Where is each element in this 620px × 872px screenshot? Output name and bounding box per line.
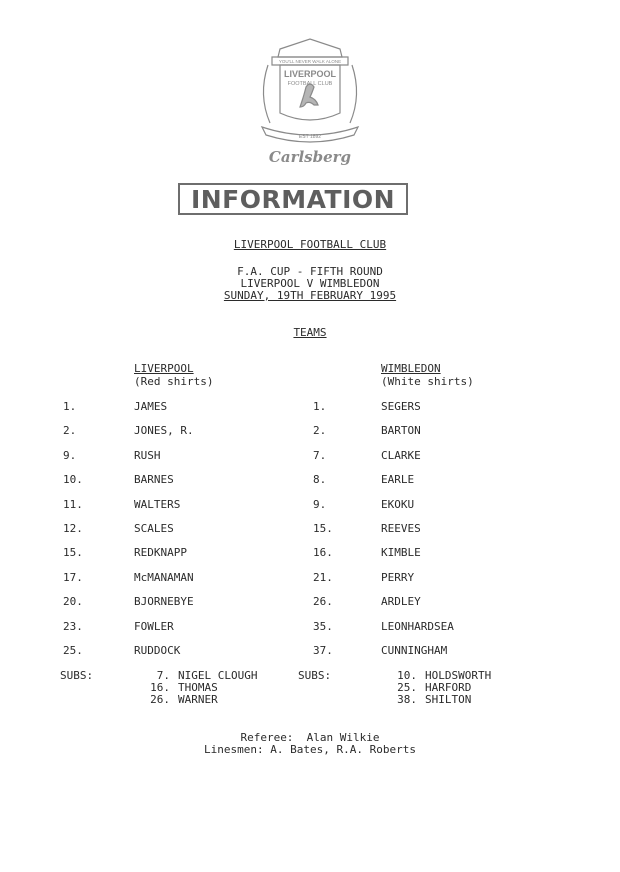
home-sub-name: NIGEL CLOUGH xyxy=(178,669,258,682)
away-player-name: BARTON xyxy=(381,424,421,438)
home-player-name: RUSH xyxy=(134,448,161,462)
away-player-number: 15. xyxy=(313,522,333,535)
lineup-row xyxy=(0,498,620,512)
club-heading: LIVERPOOL FOOTBALL CLUB xyxy=(233,238,387,251)
away-team-name: WIMBLEDON xyxy=(381,362,441,375)
away-player-number: 1. xyxy=(313,400,327,413)
crest-name-line-2: FOOTBALL CLUB xyxy=(287,81,333,87)
referee-line: Referee: Alan Wilkie xyxy=(240,731,380,744)
crest-banner-text: YOU'LL NEVER WALK ALONE xyxy=(278,59,342,64)
away-player-number: 9. xyxy=(313,497,327,511)
home-player-number: 15. xyxy=(63,546,83,560)
home-player-name: REDKNAPP xyxy=(134,546,187,560)
away-player-number: 37. xyxy=(313,644,333,657)
away-player-number: 2. xyxy=(313,424,327,438)
home-player-name: RUDDOCK xyxy=(134,644,181,657)
home-sub-name: WARNER xyxy=(178,693,218,706)
away-player-number: 35. xyxy=(313,619,333,633)
teams-heading: TEAMS xyxy=(293,326,327,339)
home-sub-number: 16. xyxy=(150,681,170,694)
liverpool-crest-logo xyxy=(250,35,370,150)
linesmen-line: Linesmen: A. Bates, R.A. Roberts xyxy=(204,743,416,756)
home-sub-number: 7. xyxy=(156,669,170,682)
away-sub-name: HARFORD xyxy=(425,681,472,694)
home-player-number: 11. xyxy=(63,497,83,511)
away-player-name: SEGERS xyxy=(381,400,421,413)
away-player-name: EKOKU xyxy=(381,497,415,511)
away-player-name: REEVES xyxy=(381,522,421,535)
home-player-number: 12. xyxy=(63,522,83,535)
away-sub-number: 10. xyxy=(397,669,417,682)
lineup-row xyxy=(0,449,620,463)
away-sub-name: HOLDSWORTH xyxy=(425,669,492,682)
lineup-row xyxy=(0,595,620,609)
away-player-name: EARLE xyxy=(381,473,415,487)
away-player-number: 16. xyxy=(313,546,333,560)
away-sub-name: SHILTON xyxy=(425,693,472,706)
away-subs-label: SUBS: xyxy=(298,669,332,682)
information-title: INFORMATION xyxy=(190,184,396,214)
home-sub-name: THOMAS xyxy=(178,681,218,694)
lineup-row xyxy=(0,424,620,438)
away-sub-number: 25. xyxy=(397,681,417,694)
lineup-row xyxy=(0,546,620,560)
away-player-name: KIMBLE xyxy=(381,546,421,560)
home-team-name: LIVERPOOL xyxy=(134,362,194,375)
home-player-name: JAMES xyxy=(134,400,168,413)
away-shirt-colour: (White shirts) xyxy=(381,375,474,388)
date-heading: SUNDAY, 19TH FEBRUARY 1995 xyxy=(223,289,397,302)
home-player-number: 20. xyxy=(63,595,83,609)
away-player-number: 26. xyxy=(313,595,333,609)
home-player-number: 10. xyxy=(63,473,83,487)
home-player-name: BARNES xyxy=(134,473,174,487)
lineup-row xyxy=(0,620,620,634)
home-player-number: 17. xyxy=(63,570,83,584)
lineup-row xyxy=(0,473,620,487)
home-player-name: WALTERS xyxy=(134,497,181,511)
away-player-name: ARDLEY xyxy=(381,595,421,609)
home-player-number: 23. xyxy=(63,619,83,633)
home-player-number: 25. xyxy=(63,644,83,657)
home-player-number: 2. xyxy=(63,424,77,438)
home-player-name: BJORNEBYE xyxy=(134,595,194,609)
away-player-name: CUNNINGHAM xyxy=(381,644,448,657)
home-player-name: JONES, R. xyxy=(134,424,194,438)
home-shirt-colour: (Red shirts) xyxy=(134,375,214,388)
fixture-heading: LIVERPOOL V WIMBLEDON xyxy=(240,277,380,290)
home-player-name: FOWLER xyxy=(134,619,174,633)
home-player-number: 1. xyxy=(63,400,77,413)
crest-name-line-1: LIVERPOOL xyxy=(283,69,337,79)
lineup-row xyxy=(0,400,620,414)
competition-heading: F.A. CUP - FIFTH ROUND xyxy=(237,265,383,278)
away-player-name: LEONHARDSEA xyxy=(381,619,454,633)
away-player-name: CLARKE xyxy=(381,448,421,462)
away-player-number: 8. xyxy=(313,473,327,487)
lineup-row xyxy=(0,522,620,536)
away-sub-number: 38. xyxy=(397,693,417,706)
subs-row xyxy=(0,693,620,707)
home-player-name: SCALES xyxy=(134,522,174,535)
information-banner xyxy=(178,183,408,215)
away-player-number: 21. xyxy=(313,570,333,584)
home-player-number: 9. xyxy=(63,448,77,462)
away-player-name: PERRY xyxy=(381,570,415,584)
lineup-row xyxy=(0,571,620,585)
home-subs-label: SUBS: xyxy=(60,669,94,682)
crest-est-text: EST 1892 xyxy=(298,134,322,140)
away-player-number: 7. xyxy=(313,448,327,462)
sponsor-logo: Carlsberg xyxy=(268,148,352,166)
home-player-name: McMANAMAN xyxy=(134,570,194,584)
lineup-row xyxy=(0,644,620,658)
home-sub-number: 26. xyxy=(150,693,170,706)
